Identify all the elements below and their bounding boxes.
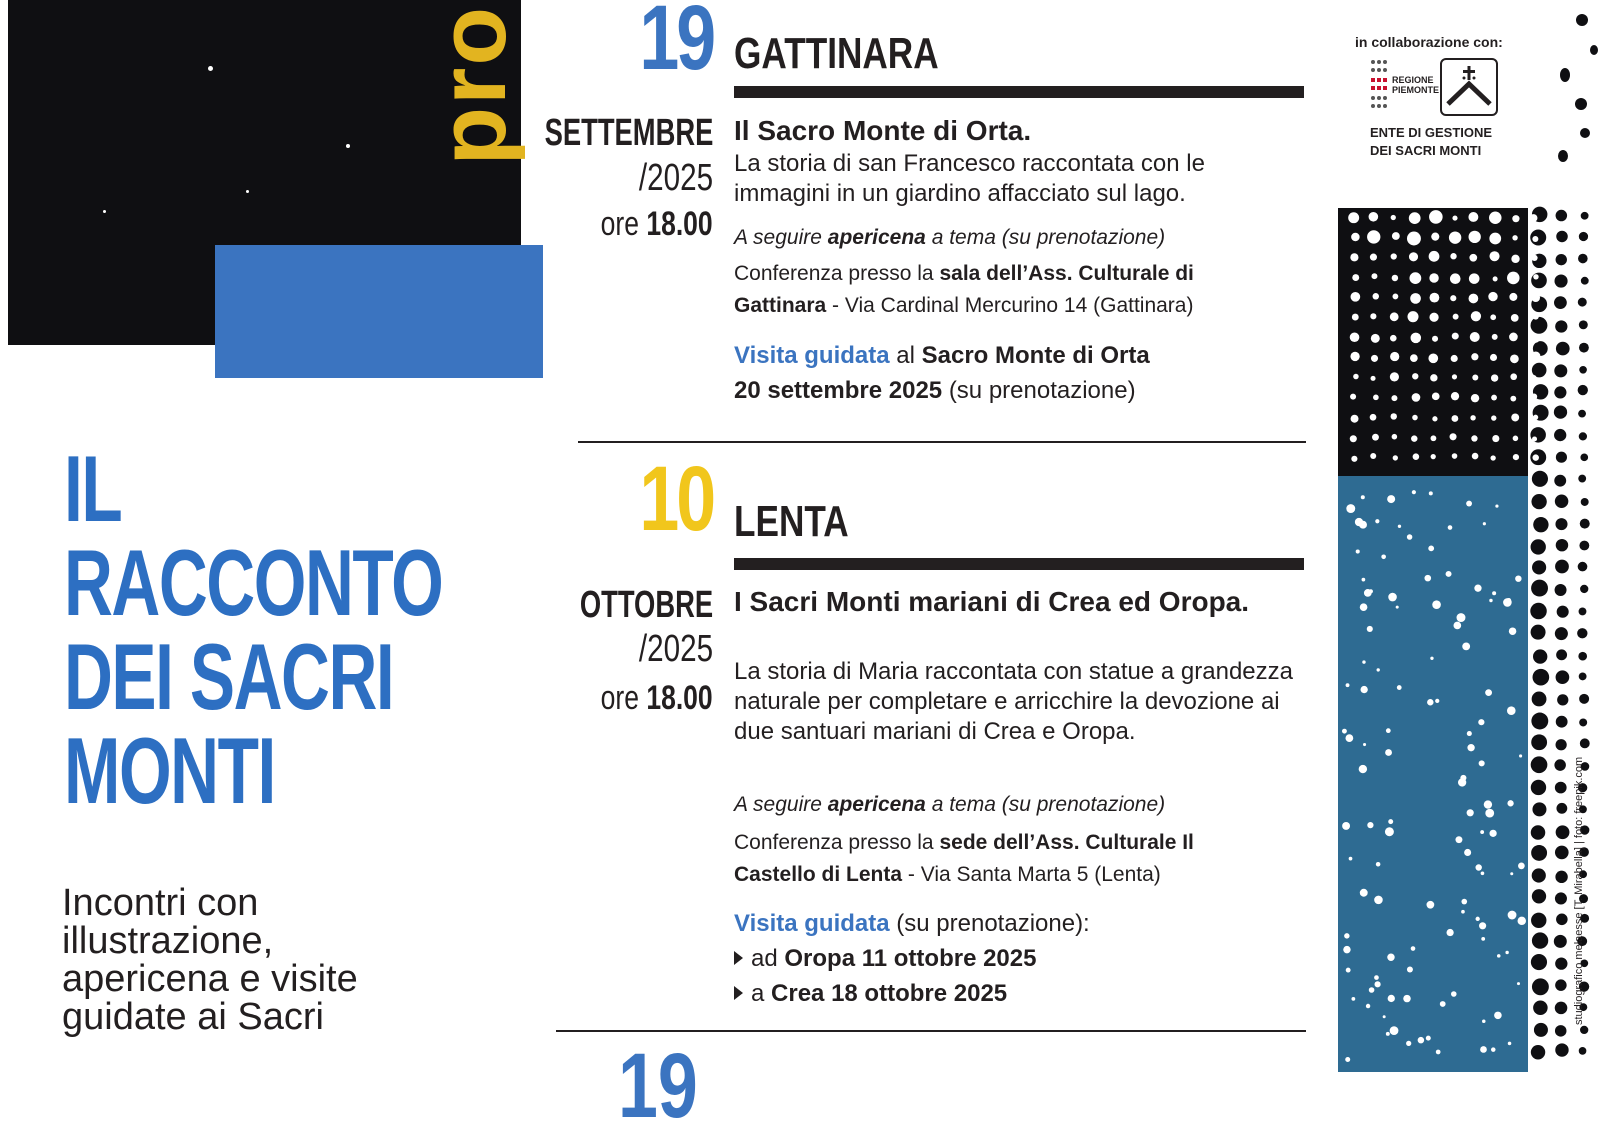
section-divider <box>556 1030 1306 1032</box>
visit-label: Visita guidata <box>734 342 890 369</box>
title-line: RACCONTO <box>64 530 443 635</box>
event-time-value: 18.00 <box>646 679 713 717</box>
subtitle-line: guidate ai Sacri <box>62 996 324 1038</box>
title-line: MONTI <box>64 718 275 823</box>
mountain-cross-icon <box>1442 60 1496 114</box>
blue-accent-block <box>215 245 543 378</box>
event-visit <box>734 907 1294 1011</box>
event-description: La storia di Maria raccontata con statue a grandezza naturale per completare e arricchire la devozione ai due santuari mariani di Crea e Oropa. <box>734 658 1293 745</box>
visit-text: (su prenotazione): <box>896 910 1090 937</box>
event-time-prefix: ore <box>600 205 640 243</box>
event-time <box>601 207 713 241</box>
visit-place: Sacro Monte di Orta <box>921 342 1150 369</box>
subtitle <box>62 884 462 1036</box>
title-line: IL <box>64 436 122 541</box>
event-time <box>601 681 713 715</box>
photo-credit: studiografico.melaesse [T. Mirabella] | foto: freepik.com <box>1573 756 1585 1025</box>
rotated-partial-word <box>418 5 538 166</box>
next-event-day-partial <box>618 1035 698 1137</box>
next-day-number: 19 <box>618 1035 698 1137</box>
decor-dot <box>1590 45 1598 55</box>
dotted-artwork <box>1338 208 1600 1072</box>
decor-dot <box>1560 68 1570 82</box>
note-text: A seguire <box>734 793 822 816</box>
triangle-bullet-icon <box>734 986 743 1000</box>
event-month: OTTOBRE <box>579 584 713 626</box>
event-place: LENTA <box>734 497 849 546</box>
event-month: SETTEMBRE <box>544 112 713 154</box>
event-note <box>734 792 1165 817</box>
decor-dot <box>1580 128 1590 138</box>
event-visit <box>734 339 1294 409</box>
event-conference <box>734 258 1234 321</box>
note-text: A seguire <box>734 226 822 249</box>
main-title <box>64 436 554 823</box>
conf-address: - Via Santa Marta 5 (Lenta) <box>907 862 1161 886</box>
star-speck <box>208 66 213 71</box>
event-conference <box>734 827 1234 890</box>
star-speck <box>346 144 350 148</box>
note-bold: apericena <box>827 793 926 816</box>
star-speck <box>246 190 249 193</box>
event-day-number: 19 <box>639 0 713 89</box>
visit-text: (su prenotazione) <box>948 376 1136 404</box>
event-heading: Il Sacro Monte di Orta. <box>734 115 1032 146</box>
note-text: a tema (su prenotazione) <box>931 226 1166 249</box>
subtitle-line: Incontri con <box>62 882 259 924</box>
bullet-bold: Crea 18 ottobre 2025 <box>771 979 1008 1007</box>
bullet-text: ad <box>751 944 778 972</box>
star-speck <box>103 210 106 213</box>
ente-sacri-monti-logo <box>1440 58 1498 116</box>
conf-address: - Via Cardinal Mercurino 14 (Gattinara) <box>832 293 1194 317</box>
event-day-number: 10 <box>639 448 713 550</box>
decor-dot <box>1558 150 1568 162</box>
title-line: DEI SACRI <box>64 624 394 729</box>
conf-venue: sede dell’Ass. Culturale Il Castello di Lenta <box>734 831 1194 886</box>
triangle-bullet-icon <box>734 951 743 965</box>
regione-dots-icon <box>1370 58 1390 116</box>
note-bold: apericena <box>827 226 926 249</box>
decor-dot <box>1575 98 1587 110</box>
event-rule <box>734 86 1304 98</box>
ente-label-line: ENTE DI GESTIONE <box>1370 125 1493 140</box>
event-rule <box>734 558 1304 570</box>
collab-label: in collaborazione con: <box>1355 34 1503 50</box>
event-place: GATTINARA <box>734 29 939 78</box>
conf-text: Conferenza presso la <box>734 831 934 854</box>
bullet-bold: Oropa 11 ottobre 2025 <box>784 944 1037 972</box>
regione-piemonte-logo <box>1370 58 1440 116</box>
visit-text: al <box>896 342 915 369</box>
ente-label-line: DEI SACRI MONTI <box>1370 142 1482 158</box>
event-note <box>734 225 1165 250</box>
subtitle-line: apericena e visite <box>62 958 358 1000</box>
event-time-value: 18.00 <box>646 205 713 243</box>
event-description: La storia di san Francesco raccontata con le immagini in un giardino affacciato sul lago. <box>734 150 1205 207</box>
visit-date: 20 settembre 2025 <box>734 376 943 404</box>
conf-venue: sala dell’Ass. Culturale di Gattinara <box>734 262 1194 317</box>
note-text: a tema (su prenotazione) <box>931 793 1166 816</box>
event-year: /2025 <box>638 628 713 670</box>
section-divider <box>578 441 1306 443</box>
visit-bullet <box>734 977 1294 1012</box>
subtitle-line: illustrazione, <box>62 920 274 962</box>
event-year: /2025 <box>638 157 713 199</box>
rotated-word-text: pro <box>419 5 526 166</box>
event-heading: I Sacri Monti mariani di Crea ed Oropa. <box>734 586 1250 617</box>
conf-text: Conferenza presso la <box>734 262 934 285</box>
visit-label: Visita guidata <box>734 910 890 937</box>
decor-dot <box>1576 14 1588 26</box>
ente-label <box>1370 124 1492 159</box>
bullet-text: a <box>751 979 765 1007</box>
regione-logo-text: REGIONE PIEMONTE <box>1392 75 1440 95</box>
visit-bullet <box>734 942 1294 977</box>
event-time-prefix: ore <box>600 679 640 717</box>
